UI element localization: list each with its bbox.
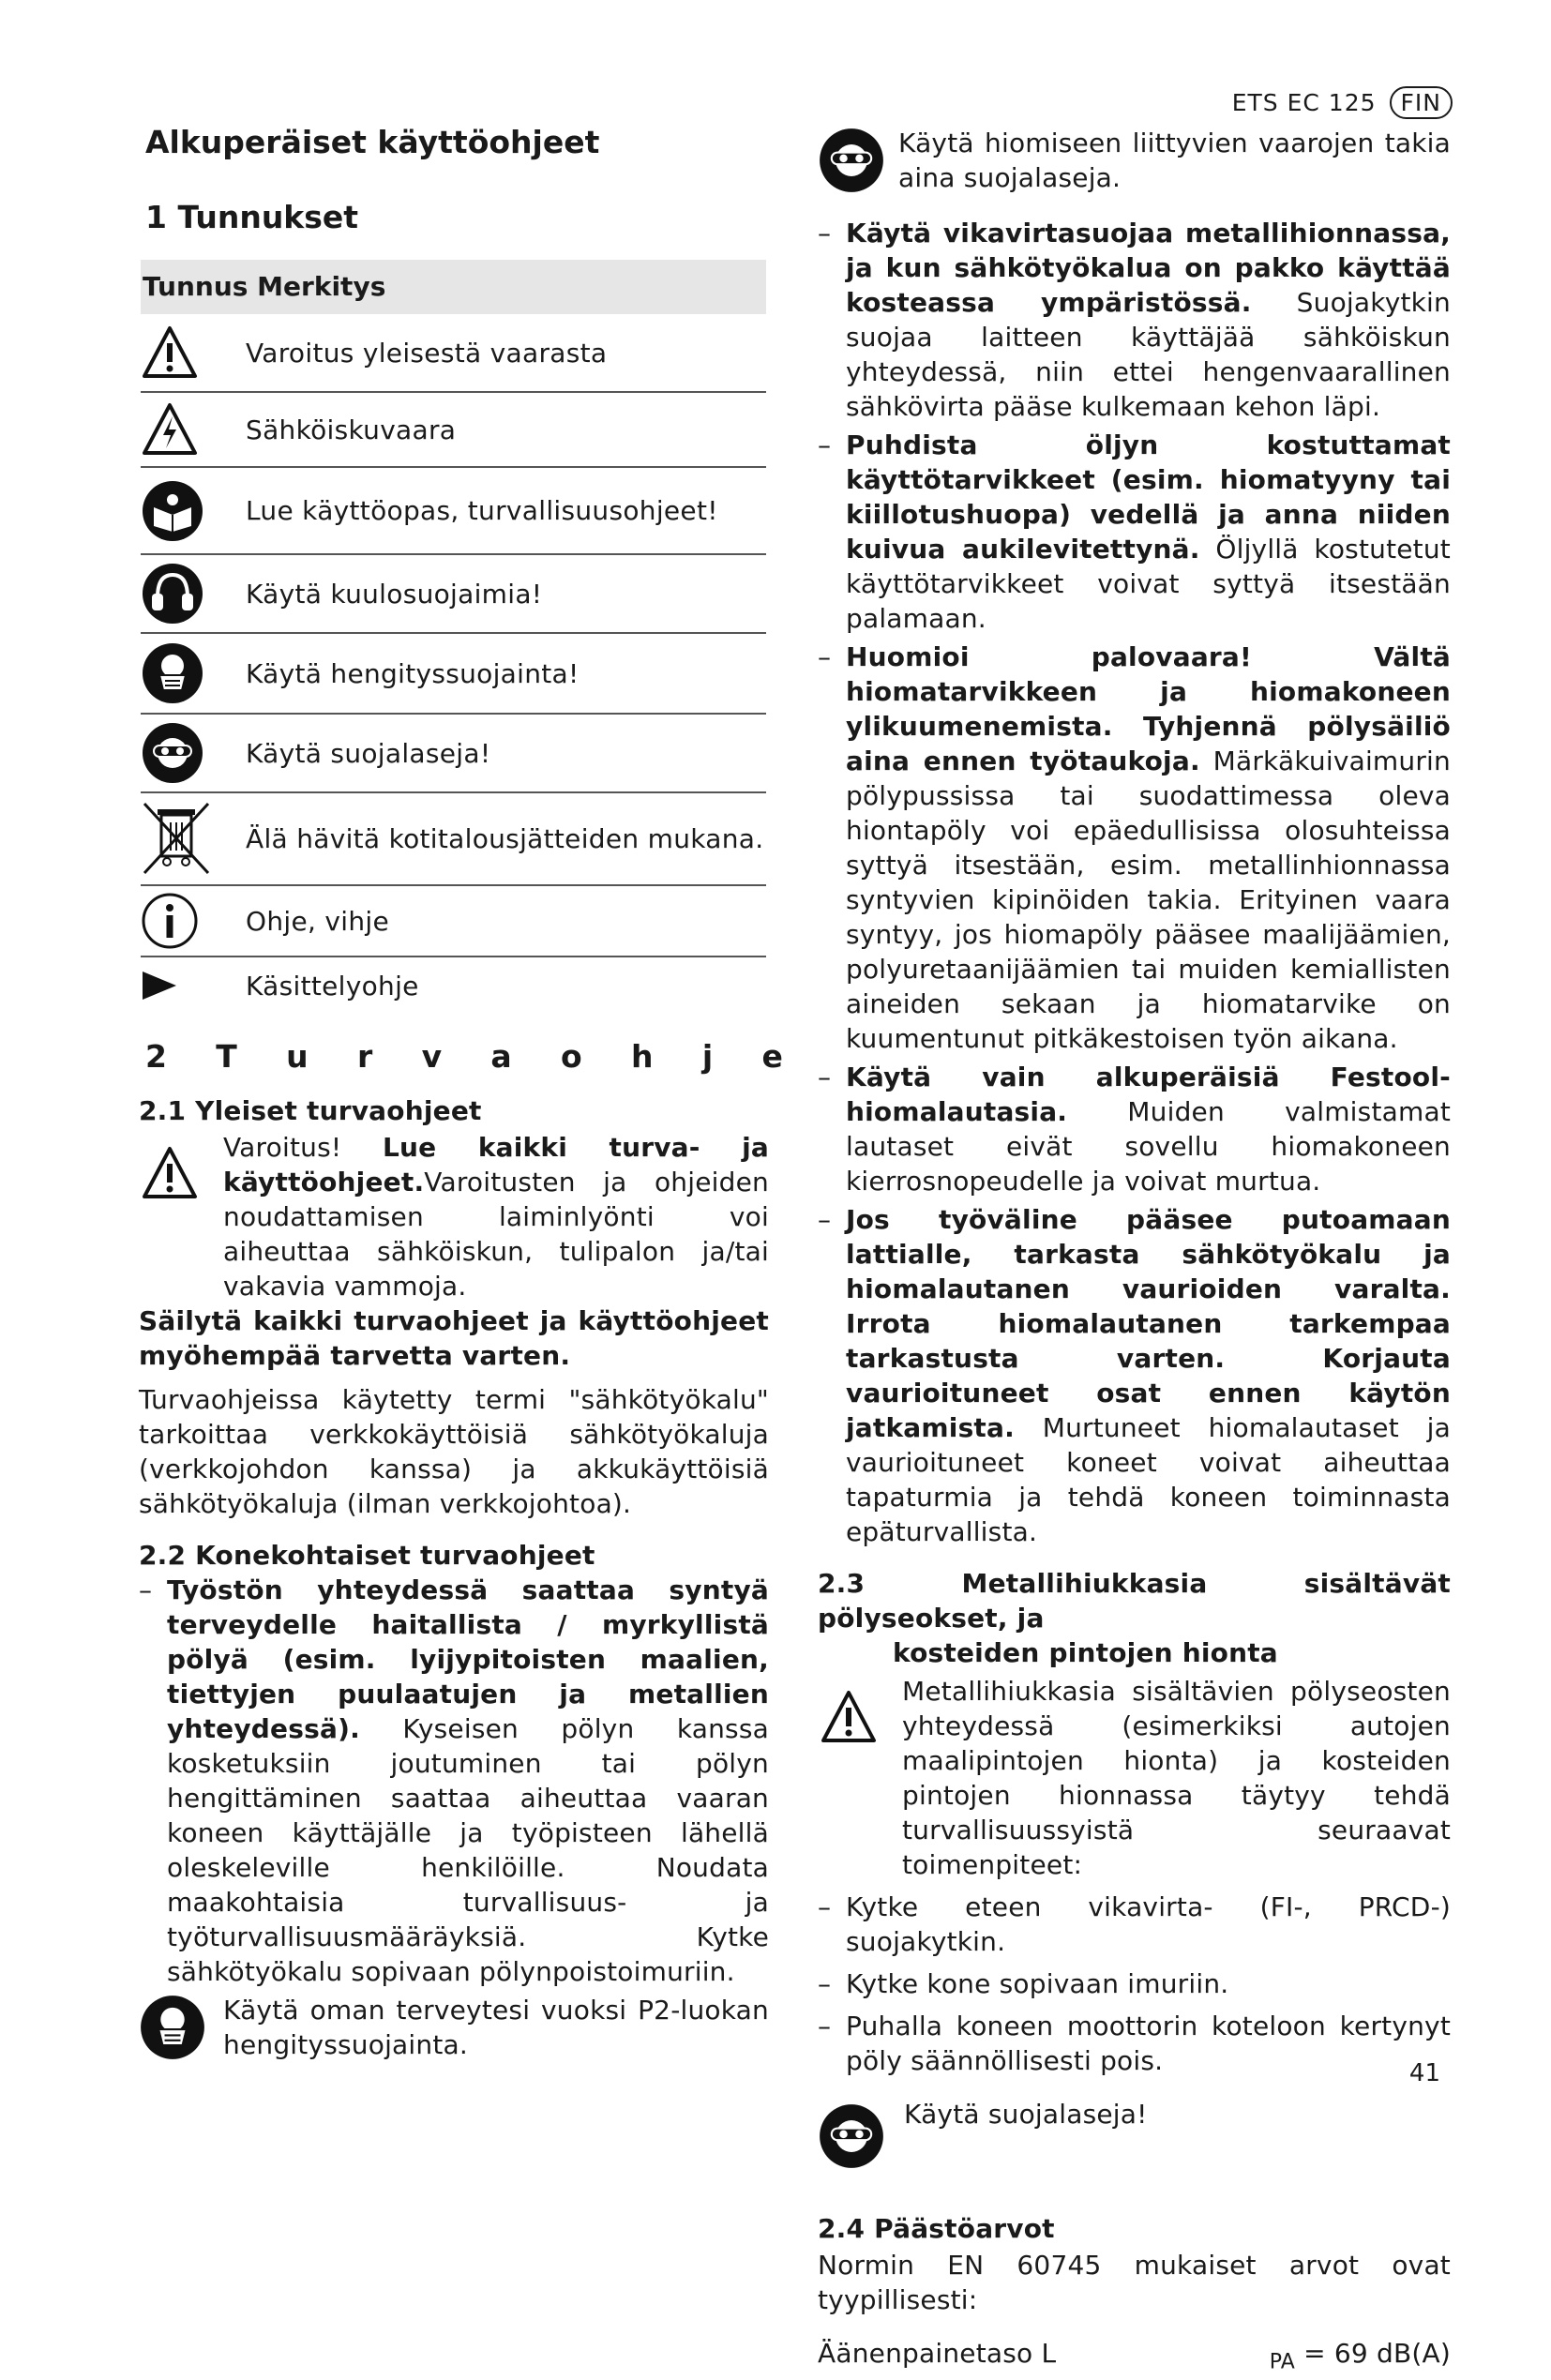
list-item: – Työstön yhteydessä saattaa syntyä terveydelle haitallista / myrkyllistä pölyä (esim. lyijypitoisten maalien, tiettyjen puulaatujen ja metallien yhteydessä). Kyseisen pölyn kanssa kosketuksiin joutuminen tai pölyn hengittäminen saattaa aiheuttaa vaaran koneen käyttäjälle ja työpisteen lähellä oleskeleville henkilöille. Noudata maakohtaisia turvallisuus- ja työturvallisuusmääräyksiä. Kytke sähkötyökalu sopivaan pölynpoistoimuriin. [139, 1573, 769, 1989]
goggles-icon [818, 2102, 885, 2170]
info-icon [141, 892, 246, 950]
goggles-icon [818, 127, 885, 194]
keep-instructions: Säilytä kaikki turvaohjeet ja käyttöohjeet myöhempää tarvetta varten. [139, 1305, 769, 1371]
section2-heading: 2 T u r v a o h j e [145, 1038, 783, 1075]
table-cell: Varoitus yleisestä vaarasta [246, 337, 608, 369]
sound-pressure-value: $_{PA}$ = 69 dB(A) [1269, 2338, 1451, 2374]
ear-protection-icon [141, 562, 246, 625]
table-row [141, 468, 766, 555]
respirator-icon [141, 641, 246, 705]
document-title: Alkuperäiset käyttöohjeet [145, 124, 600, 160]
section22-heading: 2.2 Konekohtaiset turvaohjeet [139, 1540, 595, 1571]
section21-heading: 2.1 Yleiset turvaohjeet [139, 1095, 482, 1126]
list-item: – Huomioi palovaara! Vältä hiomatarvikkeen ja hiomakoneen ylikuumenemista. Tyhjennä pölysäiliö aina ennen työtaukoja. Märkäkuivaimurin pölypussissa tai suodattimessa oleva hiontapöly voi epäedullisissa olosuhteissa syttyä itsestään, esim. metallinhionnassa syntyvien kipinöiden takia. Erityinen vaara syntyy, jos hiomapöly pääsee maalijäämien, polyuretaanijäämien tai muiden kemiallisten aineiden sekaan ja hiomatarvike on kuumentunut pitkäkestoisen työn aikana. [818, 640, 1451, 1056]
table-cell: Lue käyttöopas, turvallisuusohjeet! [246, 495, 718, 526]
page-header [1232, 86, 1453, 119]
warning-icon [141, 1145, 199, 1201]
sound-pressure-row [818, 2336, 1451, 2380]
list-item: – Kytke kone sopivaan imuriin. [818, 1966, 1451, 2001]
goggles-note: Käytä hiomiseen liittyvien vaarojen takia aina suojalaseja. [818, 126, 1451, 195]
section24-heading: 2.4 Päästöarvot [818, 2213, 1055, 2244]
list-item: – Puhalla koneen moottorin koteloon kertynyt pöly säännöllisesti pois. [818, 2009, 1451, 2078]
language-badge: FIN [1390, 86, 1453, 119]
respirator-note: Käytä oman terveytesi vuoksi P2-luokan hengityssuojainta. [139, 1993, 769, 2062]
list-item: – Jos työväline pääsee putoamaan lattialle, tarkasta sähkötyökalu ja hiomalautanen vaurioiden varalta. Irrota hiomalautanen tarkempaa tarkastusta varten. Korjauta vaurioituneet osat ennen käytön jatkamista. Murtuneet hiomalautaset ja vaurioituneet koneet voivat aiheuttaa tapaturmia ja tehdä koneen toiminnasta epäturvallista. [818, 1202, 1451, 1549]
sound-pressure-label: Äänenpainetaso L [818, 2338, 1057, 2369]
warning-bold: Lue kaikki turva- ja käyttöohjeet. [223, 1132, 769, 1198]
table-cell: Älä hävitä kotitalousjätteiden mukana. [246, 823, 764, 854]
read-manual-icon [141, 479, 246, 543]
warning-text: Varoitusten ja ohjeiden noudattamisen laiminlyönti voi aiheuttaa sähköiskun, tulipalon ja/tai vakavia vammoja. [223, 1167, 769, 1302]
table-cell: Ohje, vihje [246, 905, 389, 937]
warning-label: Varoitus! [223, 1132, 342, 1163]
table-row [141, 393, 766, 468]
goggles-note-2: Käytä suojalaseja! [818, 2097, 1451, 2170]
list-item: – Käytä vain alkuperäisiä Festool-hiomalautasia. Muiden valmistamat lautaset eivät sovellu hiomakoneen kierrosnopeudelle ja voivat murtua. [818, 1060, 1451, 1198]
table-row [141, 634, 766, 715]
page-number: 41 [1408, 2059, 1440, 2087]
metal-dust-warning: Metallihiukkasia sisältävien pölyseosten yhteydessä (esimerkiksi autojen maalipintojen hionta) ja kosteiden pintojen hionnassa täytyy tehdä turvallisuussyistä seuraavat toimenpiteet: [818, 1674, 1451, 1882]
left-column [139, 1093, 769, 2062]
symbols-table-header: Tunnus Merkitys [141, 260, 766, 314]
list-item: – Kytke eteen vikavirta- (FI-, PRCD-) suojakytkin. [818, 1890, 1451, 1959]
table-row [141, 314, 766, 393]
table-row [141, 957, 766, 1014]
section23-heading: 2.3 Metallihiukkasia sisältävät pölyseokset, ja kosteiden pintojen hionta [818, 1568, 1451, 1668]
symbols-table [141, 260, 766, 1014]
table-cell: Sähköiskuvaara [246, 414, 457, 445]
model-name: ETS EC 125 [1231, 89, 1377, 116]
electric-shock-icon [141, 401, 246, 458]
respirator-icon [139, 1994, 206, 2061]
no-household-waste-icon [141, 800, 246, 879]
right-column [818, 126, 1451, 2380]
table-row [141, 793, 766, 886]
arrow-right-icon [141, 970, 246, 1002]
table-cell: Käytä hengityssuojainta! [246, 657, 580, 689]
goggles-icon [141, 721, 246, 785]
warning-icon [820, 1689, 878, 1745]
general-warning-block [139, 1130, 769, 1303]
table-row [141, 555, 766, 634]
term-definition: Turvaohjeissa käytetty termi "sähkötyökalu" tarkoittaa verkkokäyttöisiä sähkötyökaluja (verkkojohdon kanssa) ja akkukäyttöisiä sähkötyökaluja (ilman verkkojohtoa). [139, 1384, 769, 1519]
emission-intro: Normin EN 60745 mukaiset arvot ovat tyypillisesti: [818, 2250, 1451, 2315]
section1-heading: 1 Tunnukset [145, 199, 359, 235]
table-cell: Käytä suojalaseja! [246, 737, 491, 769]
list-item: – Käytä vikavirtasuojaa metallihionnassa, ja kun sähkötyökalua on pakko käyttää kosteassa ympäristössä. Suojakytkin suojaa laitteen käyttäjää sähköiskun yhteydessä, niin ettei hengenvaarallinen sähkövirta pääse kulkemaan kehon läpi. [818, 216, 1451, 424]
table-row [141, 886, 766, 957]
table-cell: Käytä kuulosuojaimia! [246, 578, 543, 610]
table-row [141, 715, 766, 793]
warning-icon [141, 324, 246, 381]
list-item: – Puhdista öljyn kostuttamat käyttötarvikkeet (esim. hiomatyyny tai kiillotushuopa) vedellä ja anna niiden kuivua aukilevitettynä. Öljyllä kostutetut käyttötarvikkeet voivat syttyä itsestään palamaan. [818, 428, 1451, 636]
table-cell: Käsittelyohje [246, 970, 419, 1002]
